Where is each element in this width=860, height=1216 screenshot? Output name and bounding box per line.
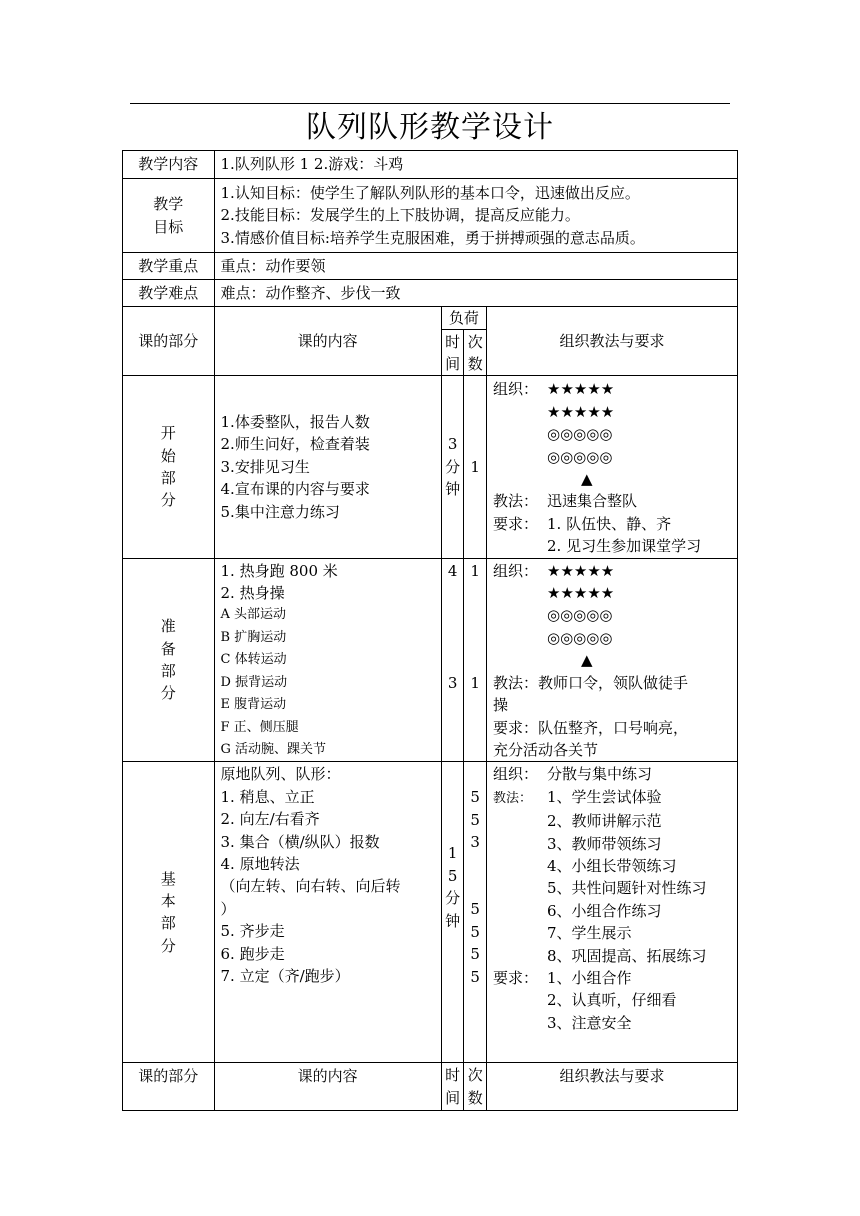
page-title: 队列队形教学设计	[306, 110, 554, 145]
section-prep-content	[214, 558, 441, 762]
header-method: 组织教法与要求	[487, 1063, 738, 1111]
section-basic-content	[214, 762, 441, 1063]
header-method: 组织教法与要求	[487, 307, 738, 376]
row-difficulty	[123, 280, 738, 307]
header-part: 课的部分	[123, 1063, 215, 1111]
section-basic-time: 1 5 分 钟	[441, 762, 464, 1063]
section-start-content	[214, 376, 441, 558]
list-item: C 体转运动	[220, 652, 287, 668]
section-prep-time: 4 3	[441, 558, 464, 762]
header-load: 负荷	[441, 307, 486, 330]
list-item: 1. 热身跑 800 米	[220, 561, 338, 580]
list-item: 5.集中注意力练习	[220, 502, 340, 521]
section-start-time: 3 分 钟	[441, 376, 464, 558]
list-item: 5. 齐步走	[220, 922, 285, 941]
method-step: 7、学生展示	[547, 924, 632, 943]
teacher-marker: ▲	[581, 470, 593, 489]
formation-row: ◎◎◎◎◎	[547, 447, 613, 466]
header-time: 时 间	[441, 1063, 464, 1111]
requirement: 1、小组合作	[547, 968, 632, 987]
section-prep	[123, 558, 738, 762]
list-item: A 头部运动	[220, 607, 287, 623]
header-rule	[130, 103, 730, 104]
formation-row: ★★★★★	[547, 561, 615, 580]
list-item: 4. 原地转法	[220, 854, 300, 873]
method-step: 2、教师讲解示范	[547, 812, 662, 831]
section-start-label: 开 始 部 分	[123, 376, 215, 558]
row-teaching-goals	[123, 179, 738, 253]
list-item: B 扩胸运动	[220, 629, 287, 645]
header-time: 时 间	[441, 330, 464, 376]
list-item: F 正、侧压腿	[220, 719, 299, 735]
method-step: 5、共性问题针对性练习	[547, 879, 707, 898]
label-teaching-goals: 教学 目标	[123, 179, 215, 253]
teaching-goals-list	[214, 179, 737, 253]
formation-row: ◎◎◎◎◎	[547, 425, 613, 444]
formation-row: ◎◎◎◎◎	[547, 628, 613, 647]
header-content: 课的内容	[214, 307, 441, 376]
section-basic-method: 组织： 分散与集中练习 教法： 1、学生尝试体验 2、教师讲解示范 3、教师带领练习 4、小组长带领练习 5、共性问题针对性练习 6、小组合作练习 7、学生展示 8、巩固提高、拓展练习 要求： 1、小组合作 2、认真听，仔细看 3、注意安全	[487, 762, 738, 1063]
section-basic-count: 5 5 3 5 5 5 5	[464, 762, 487, 1063]
list-item: G 活动腕、踝关节	[220, 741, 327, 757]
formation-row: ★★★★★	[547, 380, 615, 399]
section-start	[123, 376, 738, 558]
teaching-content-value: 1.队列队形 1 2.游戏：斗鸡	[214, 151, 737, 179]
header-row-repeat	[123, 1063, 738, 1111]
label-teaching-content: 教学内容	[123, 151, 215, 179]
goal-item: 3.情感价值目标:培养学生克服困难，勇于拼搏顽强的意志品质。	[220, 228, 645, 247]
goal-item: 2.技能目标：发展学生的上下肢协调，提高反应能力。	[220, 206, 580, 225]
method-step: 8、巩固提高、拓展练习	[547, 946, 707, 965]
header-count: 次 数	[464, 1063, 487, 1111]
requirement: 3、注意安全	[547, 1013, 632, 1032]
key-point-value: 重点：动作要领	[214, 253, 737, 280]
formation-row: ★★★★★	[547, 584, 615, 603]
section-start-method: 组织： ★★★★★ ★★★★★ ◎◎◎◎◎ ◎◎◎◎◎ ▲ 教法： 迅速集合整队 要求： 1. 队伍快、静、齐 2. 见习生参加课堂学习	[487, 376, 738, 558]
list-item: ）	[220, 899, 236, 918]
list-item: 3. 集合（横/纵队）报数	[220, 832, 380, 851]
list-item: E 腹背运动	[220, 697, 287, 713]
section-prep-label: 准 备 部 分	[123, 558, 215, 762]
list-item: （向左转、向右转、向后转	[220, 877, 401, 896]
formation-row: ★★★★★	[547, 402, 615, 421]
section-prep-count: 1 1	[464, 558, 487, 762]
teacher-marker: ▲	[581, 651, 593, 670]
section-basic-label: 基 本 部 分	[123, 762, 215, 1063]
row-teaching-content	[123, 151, 738, 179]
header-count: 次 数	[464, 330, 487, 376]
list-item: D 振背运动	[220, 674, 288, 690]
method-step: 1、学生尝试体验	[547, 787, 662, 806]
list-item: 3.安排见习生	[220, 457, 310, 476]
label-key-point: 教学重点	[123, 253, 215, 280]
section-prep-method: 组织： ★★★★★ ★★★★★ ◎◎◎◎◎ ◎◎◎◎◎ ▲ 教法：教师口令，领队做徒手 操 要求：队伍整齐，口号响亮， 充分活动各关节	[487, 558, 738, 762]
list-item: 2. 向左/右看齐	[220, 810, 320, 829]
list-item: 1. 稍息、立正	[220, 787, 315, 806]
requirement: 2、认真听，仔细看	[547, 991, 677, 1010]
header-row	[123, 307, 738, 330]
goal-item: 1.认知目标：使学生了解队列队形的基本口令，迅速做出反应。	[220, 183, 640, 202]
list-item: 原地队列、队形：	[220, 765, 341, 784]
method-step: 3、教师带领练习	[547, 834, 662, 853]
method-step: 6、小组合作练习	[547, 901, 662, 920]
method-step: 4、小组长带领练习	[547, 856, 677, 875]
list-item: 2.师生问好，检查着装	[220, 435, 370, 454]
difficulty-value: 难点：动作整齐、步伐一致	[214, 280, 737, 307]
section-start-count: 1	[464, 376, 487, 558]
list-item: 7. 立定（齐/跑步）	[220, 966, 350, 985]
section-basic	[123, 762, 738, 1063]
header-part: 课的部分	[123, 307, 215, 376]
label-difficulty: 教学难点	[123, 280, 215, 307]
header-content: 课的内容	[214, 1063, 441, 1111]
formation-row: ◎◎◎◎◎	[547, 606, 613, 625]
list-item: 6. 跑步走	[220, 944, 285, 963]
list-item: 4.宣布课的内容与要求	[220, 480, 370, 499]
list-item: 1.体委整队，报告人数	[220, 413, 370, 432]
lesson-plan-table	[122, 150, 738, 1111]
list-item: 2. 热身操	[220, 584, 285, 603]
row-key-point	[123, 253, 738, 280]
